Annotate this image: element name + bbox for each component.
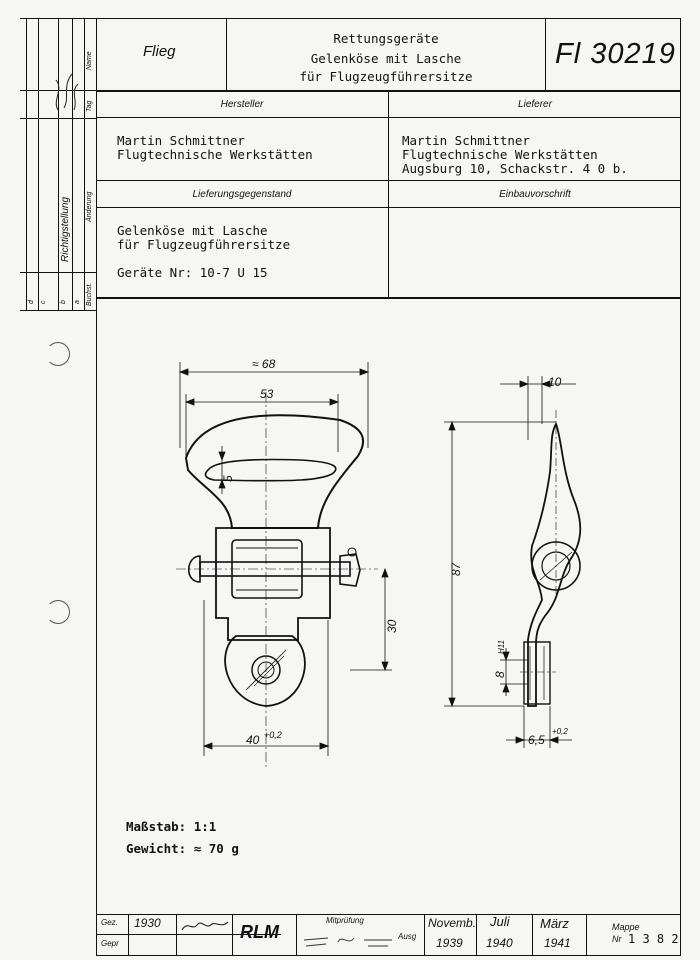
delivery-item-label: Lieferungsgegenstand bbox=[192, 189, 292, 200]
lower-height-value: 30 bbox=[385, 619, 399, 633]
date-1-month: Novemb. bbox=[428, 916, 477, 930]
letter-a: a bbox=[74, 300, 81, 304]
letter-label: Buchst. bbox=[86, 282, 93, 306]
title-line-3: für Flugzeugführersitze bbox=[299, 69, 473, 84]
plate-value: 6,5 bbox=[528, 733, 545, 747]
letter-b: b bbox=[60, 300, 67, 304]
date-3-year: 1941 bbox=[544, 936, 571, 950]
authority-label: RLM bbox=[240, 922, 279, 942]
folder-number: 1 3 8 2 bbox=[628, 932, 679, 946]
eye-outline bbox=[186, 415, 363, 528]
date-1-year: 1939 bbox=[436, 936, 463, 950]
title-line-1: Rettungsgeräte bbox=[333, 31, 439, 46]
handwritten-change-note: Richtigstellung bbox=[60, 196, 71, 262]
dim-thickness bbox=[500, 376, 576, 440]
base-width-value: 40 bbox=[246, 733, 260, 747]
supplier-line-1: Martin Schmittner bbox=[402, 133, 530, 148]
plate-tol-value: +0,2 bbox=[552, 727, 568, 736]
date-2-month: Juli bbox=[490, 914, 510, 929]
title-line-2: Gelenköse mit Lasche bbox=[310, 51, 462, 66]
delivery-item-line-2: für Flugzeugführersitze bbox=[117, 237, 291, 252]
date-3-month: März bbox=[540, 916, 569, 931]
scale-note: Maßstab: 1:1 bbox=[126, 819, 217, 834]
change-label: Änderung bbox=[86, 191, 93, 222]
drawn-year: 1930 bbox=[134, 916, 161, 930]
thickness-value: 10 bbox=[548, 375, 562, 389]
inner-width-value: 53 bbox=[260, 387, 274, 401]
day-label: Tag bbox=[86, 100, 93, 112]
issue-label: Ausg bbox=[398, 932, 417, 941]
manufacturer-line-1: Martin Schmittner bbox=[117, 133, 245, 148]
drawn-label: Gez. bbox=[101, 918, 118, 927]
delivery-item-line-1: Gelenköse mit Lasche bbox=[117, 223, 268, 238]
letter-c: c bbox=[40, 300, 47, 304]
base-tol-value: +0,2 bbox=[264, 730, 282, 740]
weight-note: Gewicht: ≈ 70 g bbox=[126, 841, 239, 856]
manufacturer-label: Hersteller bbox=[220, 99, 264, 110]
dim-overall-width bbox=[180, 362, 368, 448]
signature-drawn bbox=[178, 916, 232, 936]
drawing-number: Fl 30219 bbox=[555, 38, 676, 70]
device-number: Geräte Nr: 10-7 U 15 bbox=[117, 265, 268, 280]
overall-width-value: ≈ 68 bbox=[252, 357, 276, 371]
checked-label: Gepr bbox=[101, 939, 119, 948]
supplier-label: Lieferer bbox=[518, 99, 552, 110]
slot-value: 5 bbox=[221, 475, 235, 482]
height-value: 87 bbox=[449, 562, 463, 576]
date-2-year: 1940 bbox=[486, 936, 513, 950]
hole-value: 8 bbox=[493, 671, 507, 678]
installation-label: Einbauvorschrift bbox=[499, 189, 571, 200]
supplier-line-2: Flugtechnische Werkstätten bbox=[402, 147, 598, 162]
dim-slot bbox=[219, 446, 225, 494]
manufacturer-line-2: Flugtechnische Werkstätten bbox=[117, 147, 313, 162]
side-profile bbox=[528, 424, 580, 706]
dim-inner-width bbox=[186, 394, 338, 456]
supplier-line-3: Augsburg 10, Schackstr. 4 0 b. bbox=[402, 161, 628, 176]
joint-body bbox=[216, 528, 330, 640]
department: Flieg bbox=[143, 43, 176, 60]
folder-nr-label: Nr bbox=[612, 934, 622, 944]
folder-label: Mappe bbox=[612, 922, 640, 932]
co-check-label: Mitprüfung bbox=[326, 916, 364, 925]
letter-d: d bbox=[28, 300, 35, 304]
hole-fit-value: H11 bbox=[497, 639, 506, 654]
name-label: Name bbox=[86, 51, 93, 70]
